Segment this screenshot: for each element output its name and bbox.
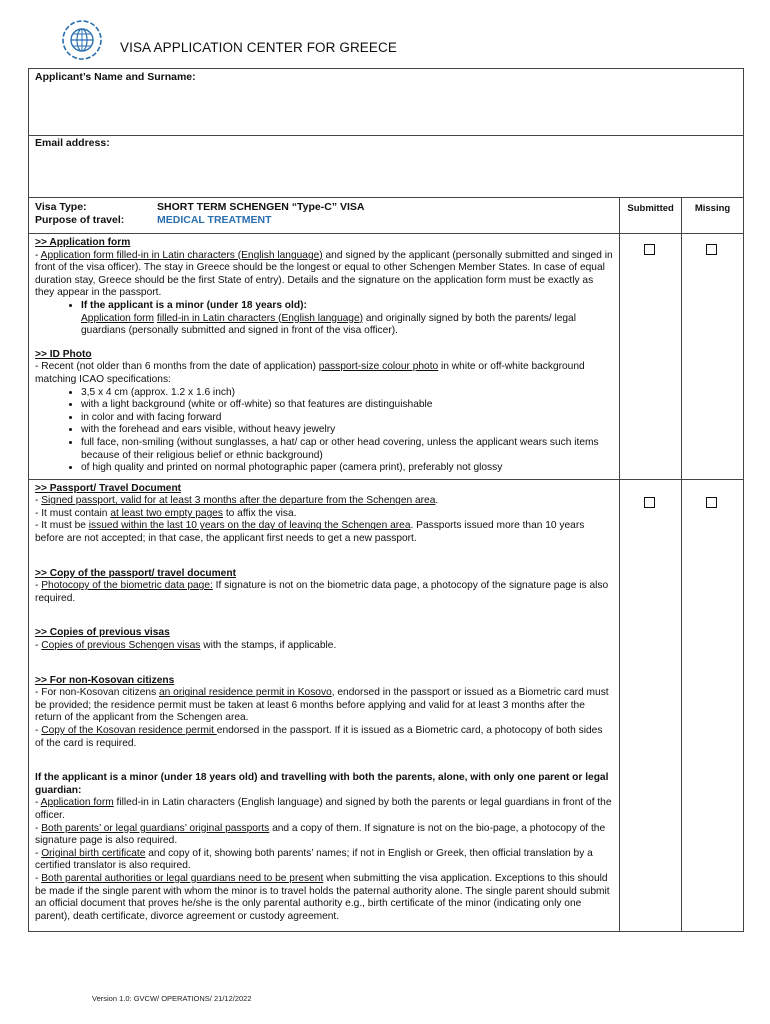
list-item: • full face, non-smiling (without sunglasses, a hat/ cap or other head covering, unless the applicant wears such items because of their religious belief or ethnic background)	[81, 437, 613, 462]
version-footer: Version 1.0: GVCW/ OPERATIONS/ 21/12/2022	[92, 994, 252, 1003]
passport-text-1: - Signed passport, valid for at least 3 months after the departure from the Schengen area.	[35, 495, 439, 507]
passport-title: >> Passport/ Travel Document	[35, 482, 182, 494]
list-item: • in color and with facing forward	[81, 412, 613, 425]
section-passport-documents	[29, 480, 743, 932]
email-label: Email address:	[35, 137, 110, 149]
minor-travel-text-4: - Both parental authorities or legal guardians need to be present when submitting the visa application. Exceptions to this should be made if the single parent with whom the minor is to travel holds the paternal authority alone. The single parent should submit an official document that proves he/she is the only parental authority e.g., birth certificate of the minor (indicating only one parent), death certificate, divorce agreement or custody agreement.	[35, 872, 610, 922]
section-application-photo	[29, 234, 743, 480]
list-item: • with the forehead and ears visible, without heavy jewelry	[81, 424, 613, 437]
passport-text-2: - It must contain at least two empty pages to affix the visa.	[35, 507, 297, 519]
minor-travel-title: If the applicant is a minor (under 18 years old) and travelling with both the parents, alone, with only one parent or legal guardian:	[35, 772, 609, 796]
non-kosovan-text-2: - Copy of the Kosovan residence permit endorsed in the passport. If it is issued as a Biometric card, a photocopy of both sides of the card is required.	[35, 725, 603, 749]
minor-travel-text-3: - Original birth certificate and copy of it, showing both parents’ names; if not in English or Greek, then official translation by a certified translator is also required.	[35, 847, 593, 872]
visa-type-label: Visa Type:	[35, 201, 87, 213]
email-field-row[interactable]	[29, 136, 743, 198]
id-photo-title: >> ID Photo	[35, 348, 92, 360]
missing-column-header: Missing	[694, 203, 731, 214]
previous-visas-title: >> Copies of previous visas	[35, 627, 170, 639]
list-item: • with a light background (white or off-white) so that features are distinguishable	[81, 399, 613, 412]
id-photo-text: - Recent (not older than 6 months from the date of application) passport-size colour photo in white or off-white background matching ICAO specifications:	[35, 361, 585, 385]
visa-type-row	[29, 198, 743, 234]
page-title: VISA APPLICATION CENTER FOR GREECE	[120, 40, 397, 55]
purpose-label: Purpose of travel:	[35, 214, 125, 226]
minor-requirement-text: Application form filled-in in Latin characters (English language) and originally signed by both the parents/ legal guardians (personally submitted and signed in front of the visa officer).	[81, 312, 576, 337]
passport-copy-text: - Photocopy of the biometric data page: If signature is not on the biometric data page, a photocopy of the signature page is also required.	[35, 580, 609, 604]
non-kosovan-title: >> For non-Kosovan citizens	[35, 674, 175, 686]
checklist-form	[28, 68, 744, 932]
app-form-title: >> Application form	[35, 237, 131, 248]
name-field-row[interactable]	[29, 69, 743, 136]
app-form-text: - Application form filled-in in Latin characters (English language) and signed by the applicant (personally submitted and singed in front of the visa officer). The stay in Greece should be the longest or equal to other Schengen Member States. In case of equal duration stay, Greece should be the first State of entry). Details and the signature on the application form must be exactly as they appear in the passport.	[35, 249, 613, 299]
missing-checkbox[interactable]	[706, 244, 717, 255]
submitted-checkbox[interactable]	[644, 244, 655, 255]
non-kosovan-text-1: - For non-Kosovan citizens an original residence permit in Kosovo, endorsed in the passport or issued as a Biometric card must be provided; the residence permit must be taken at least 6 months before applying and valid for at least 3 months after the return of the applicant from the Schengen area.	[35, 687, 609, 724]
missing-checkbox[interactable]	[706, 497, 717, 508]
list-item: • of high quality and printed on normal photographic paper (camera print), preferably not glossy	[81, 462, 613, 475]
visa-type-value: SHORT TERM SCHENGEN “Type-C” VISA	[157, 201, 365, 213]
minor-travel-text-2: - Both parents’ or legal guardians’ original passports and a copy of them. If signature is not on the bio-page, a photocopy of the signature page is also required.	[35, 822, 606, 847]
submitted-column-header: Submitted	[627, 203, 674, 214]
globe-logo-icon	[60, 18, 104, 62]
submitted-checkbox[interactable]	[644, 497, 655, 508]
passport-text-3: - It must be issued within the last 10 years on the day of leaving the Schengen area. Passports issued more than 10 years before are not accepted; in that case, the applicant first needs to get a new passport.	[35, 520, 585, 545]
minor-requirement-title: • If the applicant is a minor (under 18 years old):	[81, 300, 613, 313]
previous-visas-text: - Copies of previous Schengen visas with the stamps, if applicable.	[35, 640, 337, 652]
minor-travel-text-1: - Application form filled-in in Latin characters (English language) and signed by both the parents or legal guardians in front of the officer.	[35, 797, 612, 821]
name-label: Applicant’s Name and Surname:	[35, 71, 196, 83]
list-item: • 3,5 x 4 cm (approx. 1.2 x 1.6 inch)	[81, 387, 613, 400]
id-photo-spec-list	[35, 387, 613, 475]
passport-copy-title: >> Copy of the passport/ travel document	[35, 567, 236, 579]
purpose-value: MEDICAL TREATMENT	[157, 214, 272, 226]
